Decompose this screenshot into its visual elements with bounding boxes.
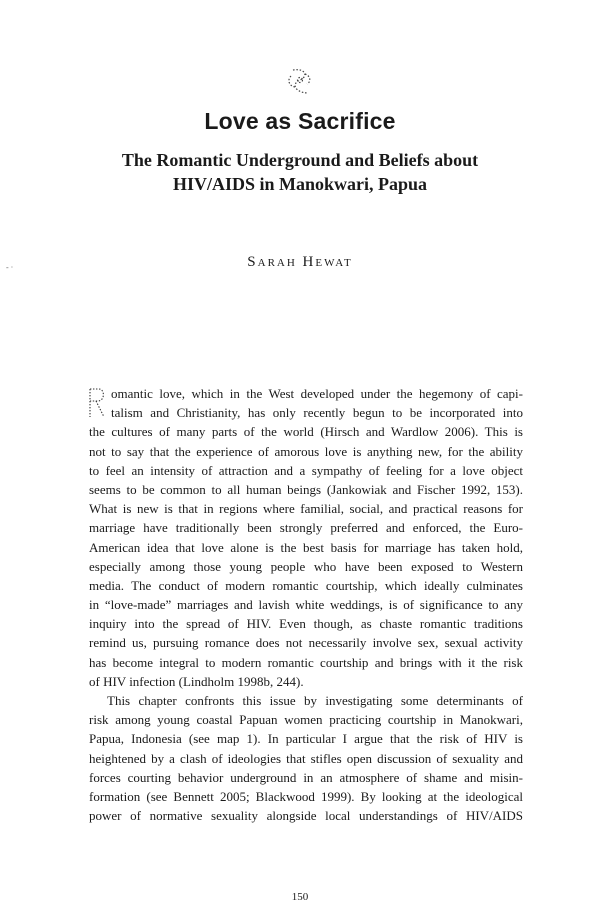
text-line: formation (see Bennett 2005; Blackwood 1999). By looking at the ideological bbox=[89, 788, 523, 804]
dropcap-letter bbox=[87, 386, 107, 420]
subtitle-line-2: HIV/AIDS in Manokwari, Papua bbox=[172, 174, 428, 194]
margin-mark: - · bbox=[6, 263, 14, 272]
body-text bbox=[89, 384, 523, 825]
text-line: of HIV infection (Lindholm 1998b, 244). bbox=[89, 673, 304, 689]
page-number: 150 bbox=[291, 891, 309, 903]
chapter-subtitle bbox=[80, 148, 520, 196]
author-text: Sarah Hewat bbox=[247, 254, 353, 270]
text-line: the cultures of many parts of the world (Hirsch and Wardlow 2006). This is bbox=[89, 424, 523, 440]
text-line: remind us, pursuing romance does not necessarily involve sex, sexual activity bbox=[89, 635, 523, 651]
author-name bbox=[0, 254, 600, 271]
text-line: not to say that the experience of amorous love is anything new, for the ability bbox=[89, 443, 523, 459]
text-line: inquiry into the spread of HIV. Even though, as chaste romantic traditions bbox=[89, 616, 523, 632]
text-line: American idea that love alone is the best basis for marriage has taken hold, bbox=[89, 539, 523, 555]
chapter-title: Love as Sacrifice bbox=[204, 108, 396, 134]
text-line: to feel an intensity of attraction and a sympathy of feeling for a love object bbox=[89, 462, 523, 478]
text-line: has become integral to modern romantic courtship and brings with it the risk bbox=[89, 654, 523, 670]
paragraph-1 bbox=[89, 384, 523, 691]
dropcap-glyph: R bbox=[90, 416, 91, 417]
text-line: seems to be common to all human beings (Jankowiak and Fischer 1992, 153). bbox=[89, 481, 523, 497]
text-line: Papua, Indonesia (see map 1). In particular I argue that the risk of HIV is bbox=[89, 731, 523, 747]
text-line: omantic love, which in the West developed under the hegemony of capi- bbox=[111, 386, 523, 401]
text-line: in “love-made” marriages and lavish white weddings, is of significance to any bbox=[89, 597, 523, 613]
text-line: forces courting behavior underground in an atmosphere of shame and misin- bbox=[89, 769, 523, 785]
subtitle-line-1: The Romantic Underground and Beliefs about bbox=[121, 150, 479, 170]
ornament bbox=[0, 66, 600, 96]
text-line: media. The conduct of modern romantic courtship, which ideally culminates bbox=[89, 577, 523, 593]
text-line: What is new is that in regions where familial, social, and practical reasons for bbox=[89, 501, 523, 517]
text-line: marriage have traditionally been strongly preferred and enforced, the Euro- bbox=[89, 520, 523, 536]
text-line: especially among those young people who have been exposed to Western bbox=[89, 558, 523, 574]
text-line: risk among young coastal Papuan women practicing courtship in Manokwari, bbox=[89, 712, 523, 728]
text-line: This chapter confronts this issue by investigating some determinants of bbox=[107, 693, 523, 708]
flourish-icon bbox=[283, 66, 317, 96]
text-line: heightened by a clash of ideologies that stifles open discussion of sexuality and bbox=[89, 750, 523, 766]
text-line: talism and Christianity, has only recently begun to be incorporated into bbox=[111, 405, 523, 421]
text-line: power of normative sexuality alongside local understandings of HIV/AIDS bbox=[89, 808, 523, 824]
paragraph-2 bbox=[89, 691, 523, 825]
